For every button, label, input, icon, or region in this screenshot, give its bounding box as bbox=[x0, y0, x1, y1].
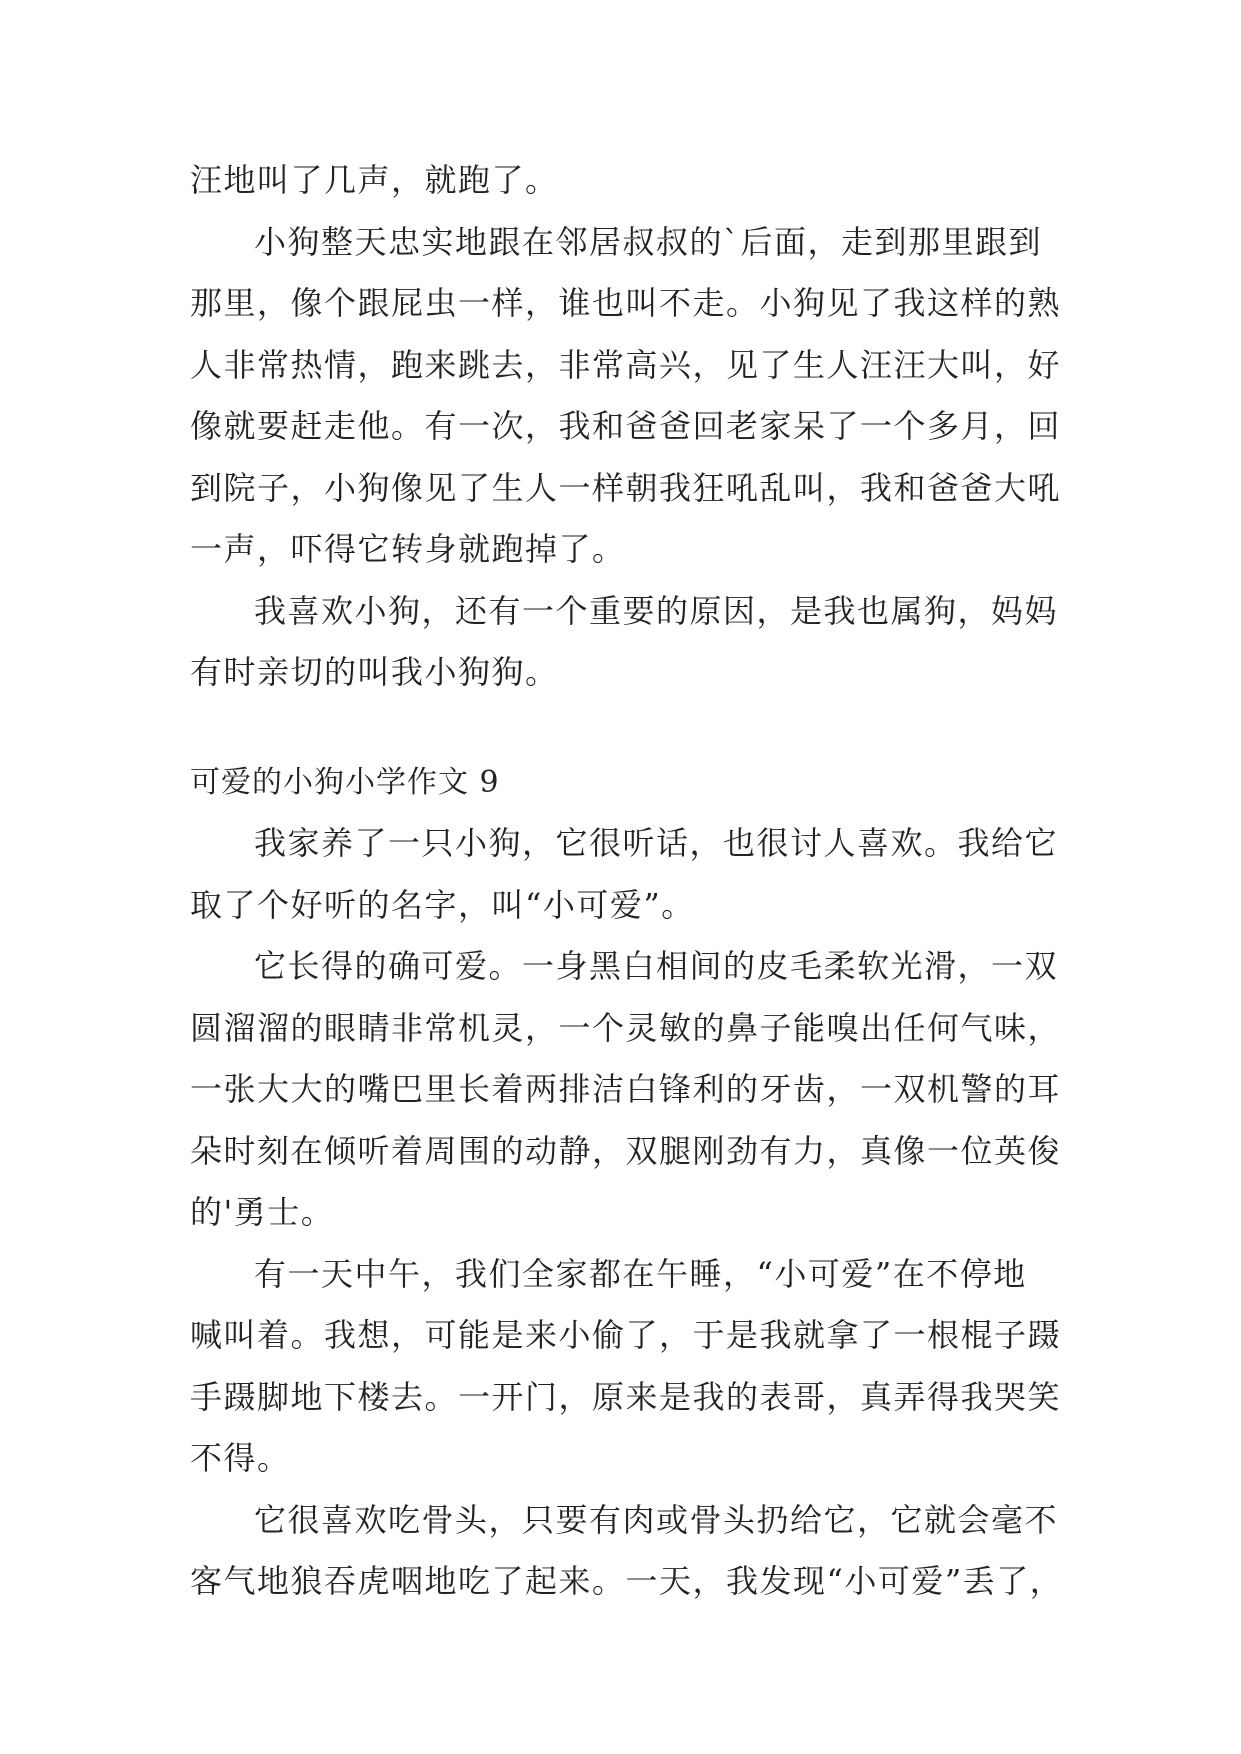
text-line: 客气地狼吞虎咽地吃了起来。一天，我发现“小可爱”丢了， bbox=[190, 1562, 1064, 1600]
paragraph bbox=[190, 813, 1058, 936]
paragraph bbox=[190, 1490, 1064, 1613]
text-line: 到院子，小狗像见了生人一样朝我狂吼乱叫，我和爸爸大吼 bbox=[190, 468, 1062, 507]
text-line: 手蹑脚地下楼去。一开门，原来是我的表哥，真弄得我哭笑 bbox=[190, 1377, 1062, 1416]
essay-title: 可爱的小狗小学作文 9 bbox=[190, 764, 500, 800]
paragraph-continuation bbox=[190, 150, 1058, 212]
paragraph bbox=[190, 212, 1062, 581]
text-line: 一张大大的嘴巴里长着两排洁白锋利的牙齿，一双机警的耳 bbox=[190, 1070, 1062, 1108]
text-line: 我家养了一只小狗，它很听话，也很讨人喜欢。我给它 bbox=[254, 824, 1059, 862]
text-line: 它很喜欢吃骨头，只要有肉或骨头扔给它，它就会毫不 bbox=[254, 1500, 1059, 1539]
text-line: 圆溜溜的眼睛非常机灵，一个灵敏的鼻子能嗅出任何气味， bbox=[190, 1008, 1062, 1047]
text-line: 小狗整天忠实地跟在邻居叔叔的`后面，走到那里跟到 bbox=[254, 222, 1043, 261]
section-spacer bbox=[190, 704, 1058, 752]
text-line: 朵时刻在倾听着周围的动静，双腿刚劲有力，真像一位英俊 bbox=[190, 1131, 1062, 1170]
document-body bbox=[190, 150, 1064, 1613]
text-line: 一声，吓得它转身就跑掉了。 bbox=[190, 530, 626, 568]
text-line: 喊叫着。我想，可能是来小偷了，于是我就拿了一根棍子蹑 bbox=[190, 1316, 1062, 1354]
text-line: 取了个好听的名字，叫“小可爱”。 bbox=[190, 885, 695, 924]
paragraph bbox=[190, 581, 1058, 704]
text-line: 的'勇士。 bbox=[190, 1193, 335, 1231]
text-line: 人非常热情，跑来跳去，非常高兴，见了生人汪汪大叫，好 bbox=[190, 345, 1062, 384]
text-line: 不得。 bbox=[190, 1439, 291, 1477]
text-line: 我喜欢小狗，还有一个重要的原因，是我也属狗，妈妈 bbox=[254, 591, 1059, 630]
text-line: 它长得的确可爱。一身黑白相间的皮毛柔软光滑，一双 bbox=[254, 947, 1059, 985]
text-line: 有时亲切的叫我小狗狗。 bbox=[190, 653, 559, 691]
text-line: 汪地叫了几声，就跑了。 bbox=[190, 161, 559, 199]
paragraph bbox=[190, 936, 1062, 1244]
text-line: 那里，像个跟屁虫一样，谁也叫不走。小狗见了我这样的熟 bbox=[190, 284, 1062, 322]
text-line: 有一天中午，我们全家都在午睡，“小可爱”在不停地 bbox=[254, 1254, 1027, 1293]
paragraph bbox=[190, 1244, 1062, 1490]
text-line: 像就要赶走他。有一次，我和爸爸回老家呆了一个多月，回 bbox=[190, 407, 1062, 445]
